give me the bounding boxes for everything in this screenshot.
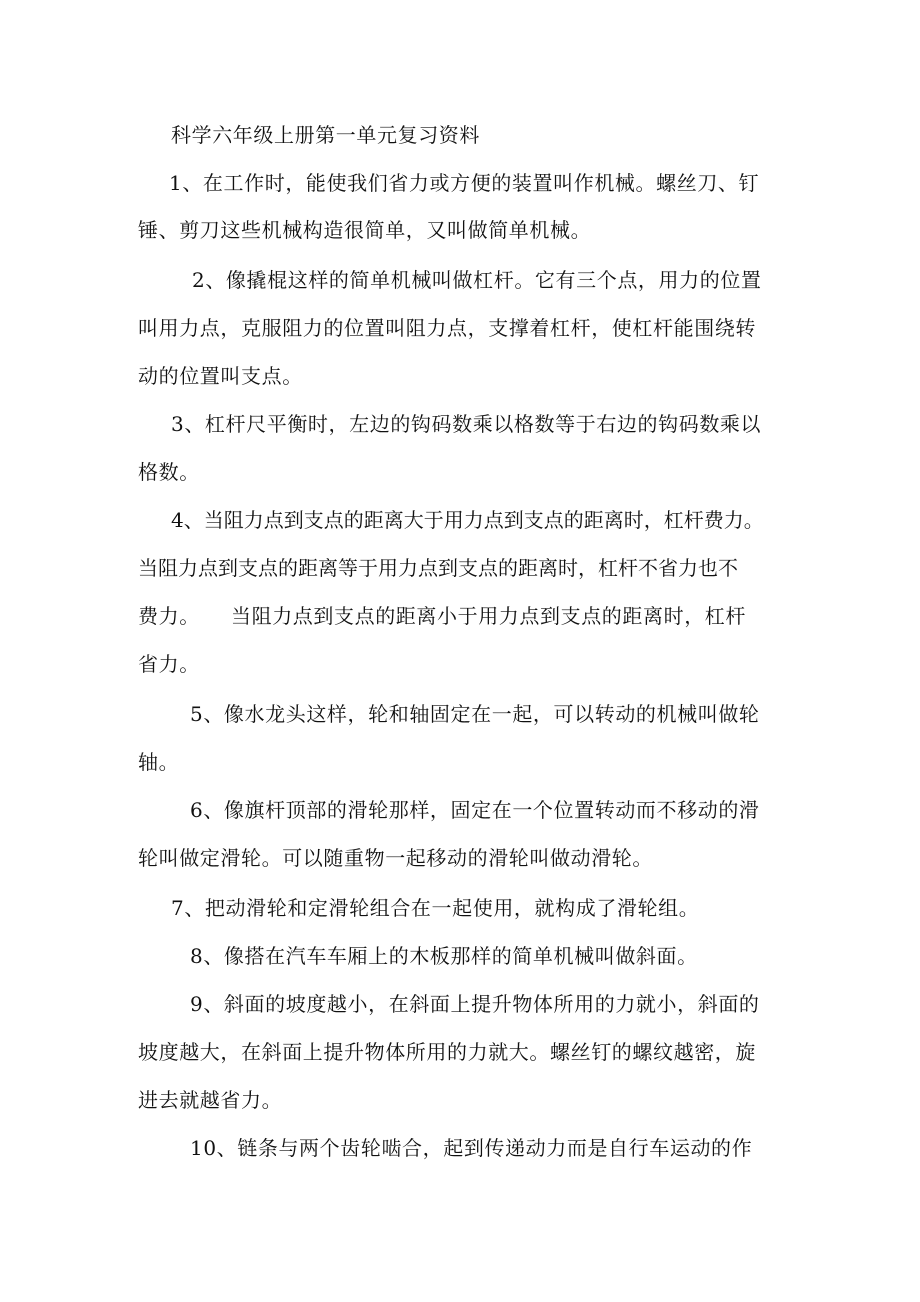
paragraph-6-line-2: 轮叫做定滑轮。可以随重物一起移动的滑轮叫做动滑轮。 <box>138 846 653 870</box>
paragraph-3-line-1: 3、杠杆尺平衡时，左边的钩码数乘以格数等于右边的钩码数乘以 <box>171 412 762 436</box>
paragraph-3-line-2: 格数。 <box>138 460 200 484</box>
paragraph-9-line-1: 9、斜面的坡度越小，在斜面上提升物体所用的力就小，斜面的 <box>190 992 760 1016</box>
paragraph-8-line-1: 8、像搭在汽车车厢上的木板那样的简单机械叫做斜面。 <box>190 944 698 968</box>
paragraph-1-line-2: 锤、剪刀这些机械构造很简单，又叫做简单机械。 <box>138 218 592 242</box>
paragraph-2-line-1: 2、像撬棍这样的简单机械叫做杠杆。它有三个点，用力的位置 <box>192 268 762 292</box>
paragraph-6-line-1: 6、像旗杆顶部的滑轮那样，固定在一个位置转动而不移动的滑 <box>190 798 760 822</box>
paragraph-4-line-4: 省力。 <box>138 652 200 676</box>
document-title: 科学六年级上册第一单元复习资料 <box>171 123 480 147</box>
paragraph-7-line-1: 7、把动滑轮和定滑轮组合在一起使用，就构成了滑轮组。 <box>171 896 700 920</box>
paragraph-4-line-1: 4、当阻力点到支点的距离大于用力点到支点的距离时，杠杆费力。 <box>171 508 764 532</box>
paragraph-4-line-2: 当阻力点到支点的距离等于用力点到支点的距离时，杠杆不省力也不 <box>138 556 738 580</box>
paragraph-2-line-3: 动的位置叫支点。 <box>138 364 303 388</box>
paragraph-4-line-3: 费力。 当阻力点到支点的距离小于用力点到支点的距离时，杠杆 <box>138 604 746 628</box>
paragraph-5-line-2: 轴。 <box>138 750 180 774</box>
paragraph-1-line-1: 1、在工作时，能使我们省力或方便的装置叫作机械。螺丝刀、钉 <box>169 171 760 195</box>
paragraph-5-line-1: 5、像水龙头这样，轮和轴固定在一起，可以转动的机械叫做轮 <box>190 702 760 726</box>
paragraph-9-line-3: 进去就越省力。 <box>138 1088 283 1112</box>
paragraph-9-line-2: 坡度越大，在斜面上提升物体所用的力就大。螺丝钉的螺纹越密，旋 <box>138 1040 756 1064</box>
paragraph-10-line-1: 10、链条与两个齿轮啮合，起到传递动力而是自行车运动的作 <box>190 1136 753 1160</box>
paragraph-2-line-2: 叫用力点，克服阻力的位置叫阻力点，支撑着杠杆，使杠杆能围绕转 <box>138 316 756 340</box>
